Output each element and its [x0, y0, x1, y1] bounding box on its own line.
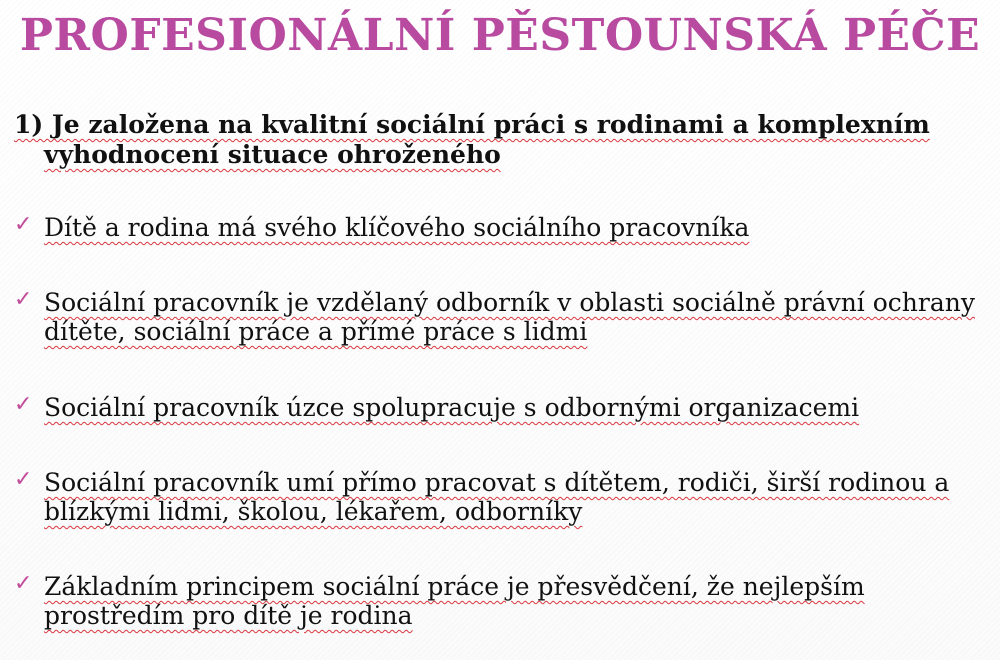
bullet-item-5: [14, 572, 984, 630]
bullet-item-text: Sociální pracovník úzce spolupracuje s odbornými organizacemi: [44, 393, 860, 422]
bullet-item-4: [14, 468, 984, 526]
bullet-item-2: [14, 288, 984, 346]
bullet-item-text: Základním principem sociální práce je přesvědčení, že nejlepším prostředím pro dítě je rodina: [44, 572, 865, 630]
checkmark-icon: ✓: [14, 212, 33, 237]
bullet-item-text: Sociální pracovník umí přímo pracovat s dítětem, rodiči, širší rodinou a blízkými lidmi, školou, lékařem, odborníky: [44, 468, 950, 526]
numbered-item-line-2: vyhodnocení situace ohroženého: [44, 140, 501, 169]
numbered-item: [14, 110, 974, 170]
checkmark-icon: ✓: [14, 467, 33, 492]
checkmark-icon: ✓: [14, 287, 33, 312]
numbered-item-line-1: 1) Je založena na kvalitní sociální práci s rodinami a komplexním: [14, 110, 930, 139]
checkmark-icon: ✓: [14, 392, 33, 417]
bullet-item-text: Sociální pracovník je vzdělaný odborník v oblasti sociálně právní ochrany dítěte, sociální práce a přímé práce s lidmi: [44, 288, 975, 346]
checkmark-icon: ✓: [14, 571, 33, 596]
bullet-item-3: [14, 393, 984, 422]
bullet-item-text: Dítě a rodina má svého klíčového sociálního pracovníka: [44, 213, 750, 242]
slide-title: PROFESIONÁLNÍ PĚSTOUNSKÁ PÉČE: [19, 10, 981, 61]
bullet-item-1: [14, 213, 984, 242]
